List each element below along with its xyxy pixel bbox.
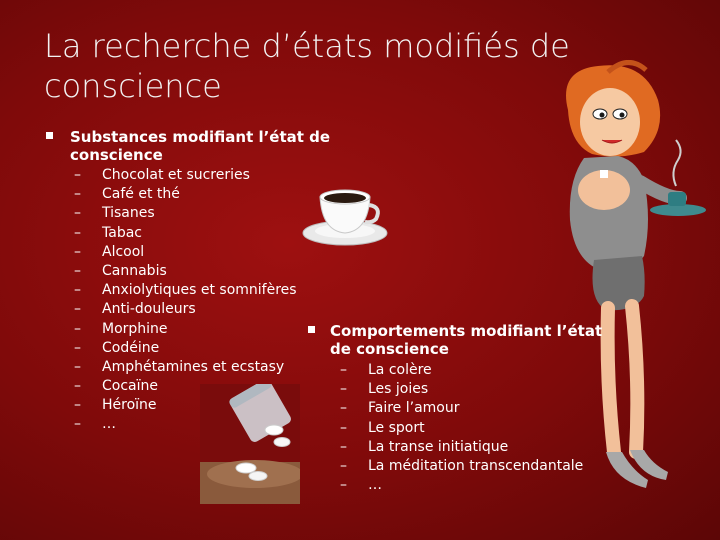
behavior-item-label: La colère xyxy=(368,362,432,378)
behavior-item xyxy=(340,476,583,495)
substance-item-label: Tabac xyxy=(102,224,142,241)
substance-item-label: Alcool xyxy=(102,243,145,260)
substance-item xyxy=(74,415,297,434)
substance-item xyxy=(74,300,297,319)
coffee-cup-image xyxy=(302,183,388,249)
dash-bullet: – xyxy=(340,438,347,455)
substance-item xyxy=(74,281,297,300)
dash-bullet: – xyxy=(74,378,81,395)
dash-bullet: – xyxy=(74,339,81,356)
dash-bullet: – xyxy=(74,282,81,299)
behavior-item xyxy=(340,419,583,438)
behavior-item-label: … xyxy=(368,477,382,494)
substance-item xyxy=(74,185,297,204)
substance-item xyxy=(74,262,297,281)
behavior-item xyxy=(340,399,583,418)
substance-item-label: Morphine xyxy=(102,320,168,337)
behavior-item-label: Les joies xyxy=(368,381,429,398)
substances-bullet xyxy=(46,132,53,139)
dash-bullet: – xyxy=(74,358,81,375)
substance-item-label: Anxiolytiques et somnifères xyxy=(102,282,297,299)
dash-bullet: – xyxy=(340,400,347,417)
behavior-item-label: La méditation transcendantale xyxy=(368,457,584,474)
dash-bullet: – xyxy=(74,243,81,260)
substance-item xyxy=(74,166,297,185)
behavior-item-label: La transe initiatique xyxy=(368,438,509,455)
substances-heading: Substances modifiant l’état de conscience xyxy=(70,128,331,164)
dash-bullet: – xyxy=(74,262,81,279)
substance-item xyxy=(74,358,297,377)
dash-bullet: – xyxy=(74,301,81,318)
substance-item-label: Codéine xyxy=(102,339,160,356)
behavior-item xyxy=(340,380,583,399)
dash-bullet: – xyxy=(74,416,81,433)
substance-item xyxy=(74,396,297,415)
substance-item-label: Chocolat et sucreries xyxy=(102,167,250,183)
behaviors-bullet xyxy=(308,326,315,333)
dash-bullet: – xyxy=(340,457,347,474)
substance-item-label: Anti-douleurs xyxy=(102,301,196,318)
substance-item xyxy=(74,204,297,223)
behaviors-list xyxy=(340,361,583,495)
behavior-item xyxy=(340,438,583,457)
behavior-item-label: Le sport xyxy=(368,419,425,436)
substance-item xyxy=(74,339,297,358)
dash-bullet: – xyxy=(74,224,81,241)
slide-title: La recherche d’états modifiés de conscience xyxy=(44,27,570,105)
dash-bullet: – xyxy=(74,186,81,203)
substance-item-label: Café et thé xyxy=(102,186,180,203)
behavior-item xyxy=(340,361,583,380)
substance-item-label: Cannabis xyxy=(102,262,167,279)
substance-item-label: Héroïne xyxy=(102,397,157,414)
dash-bullet: – xyxy=(74,167,81,183)
behavior-item xyxy=(340,457,583,476)
dash-bullet: – xyxy=(74,320,81,337)
substance-item xyxy=(74,377,297,396)
substance-item-label: Tisanes xyxy=(102,205,155,222)
dash-bullet: – xyxy=(340,381,347,398)
substances-list xyxy=(74,166,297,435)
substance-item-label: … xyxy=(102,416,116,433)
substance-item-label: Amphétamines et ecstasy xyxy=(102,358,285,375)
dash-bullet: – xyxy=(340,419,347,436)
dash-bullet: – xyxy=(74,397,81,414)
substance-item xyxy=(74,224,297,243)
dash-bullet: – xyxy=(340,477,347,494)
substance-item-label: Cocaïne xyxy=(102,378,158,395)
dash-bullet: – xyxy=(74,205,81,222)
substance-item xyxy=(74,320,297,339)
behavior-item-label: Faire l’amour xyxy=(368,400,460,417)
behaviors-heading: Comportements modifiant l’état de conscience xyxy=(330,322,603,358)
substance-item xyxy=(74,243,297,262)
dash-bullet: – xyxy=(340,362,347,378)
